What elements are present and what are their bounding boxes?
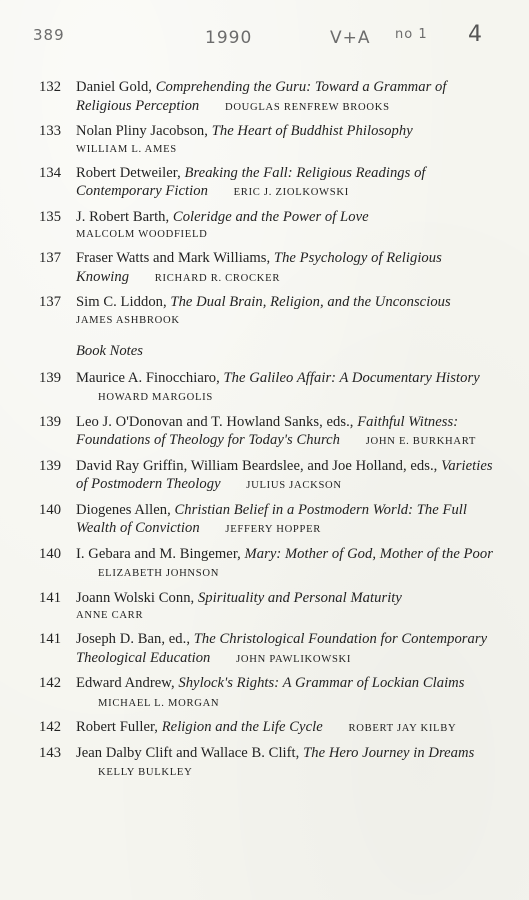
reviewer-name: WILLIAM L. AMES — [76, 143, 177, 155]
toc-entry — [0, 457, 529, 496]
page-number: 135 — [39, 208, 62, 225]
book-title: The Galileo Affair: A Documentary History — [223, 369, 480, 386]
reviews-list — [0, 78, 529, 330]
reviewer-name: JAMES ASHBROOK — [76, 314, 180, 326]
handwritten-mark: no 1 — [395, 27, 428, 42]
toc-entry — [0, 164, 529, 203]
book-authors: Maurice A. Finocchiaro, — [76, 369, 220, 386]
reviewer-name: JOHN PAWLIKOWSKI — [236, 653, 352, 665]
book-authors: Joann Wolski Conn, — [76, 589, 195, 606]
reviewer-name: JEFFERY HOPPER — [225, 524, 322, 535]
page-number: 134 — [39, 164, 62, 181]
book-title: Shylock's Rights: A Grammar of Lockian Claims — [178, 675, 465, 691]
book-authors: Robert Fuller, — [76, 719, 158, 735]
page-number: 132 — [39, 79, 62, 95]
book-title: The Hero Journey in Dreams — [303, 744, 475, 761]
book-authors: Leo J. O'Donovan and T. Howland Sanks, eds., — [76, 413, 354, 430]
book-title: Spirituality and Personal Maturity — [197, 589, 402, 606]
reviewer-name: KELLY BULKLEY — [98, 767, 193, 778]
page-number: 137 — [39, 250, 62, 266]
book-title: The Christological Foundation for Contemporary Theological Education — [76, 631, 488, 666]
reviewer-name: MALCOLM WOODFIELD — [76, 229, 208, 240]
book-title: The Heart of Buddhist Philosophy — [211, 123, 413, 139]
toc-entry — [0, 293, 529, 330]
handwritten-annotations — [0, 22, 529, 65]
toc-entry — [0, 674, 529, 713]
book-authors: Nolan Pliny Jacobson, — [76, 123, 208, 139]
page-number: 133 — [39, 123, 62, 139]
book-title: Faithful Witness: Foundations of Theology for Today's Church — [76, 413, 459, 448]
toc-entry — [0, 369, 529, 408]
book-title: Mary: Mother of God, Mother of the Poor — [244, 545, 493, 562]
book-authors: Edward Andrew, — [76, 675, 175, 691]
reviewer-name: ANNE CARR — [76, 610, 144, 621]
page-number: 143 — [39, 744, 62, 761]
book-title: Coleridge and the Power of Love — [172, 208, 369, 225]
page-number: 137 — [39, 294, 62, 310]
toc-entry — [0, 78, 529, 117]
handwritten-mark: V+A — [330, 28, 371, 48]
toc-entry — [0, 718, 529, 739]
book-title: Christian Belief in a Postmodern World: The Full Wealth of Conviction — [76, 501, 468, 536]
book-authors: I. Gebara and M. Bingemer, — [76, 545, 241, 562]
book-title: Breaking the Fall: Religious Readings of Contemporary Fiction — [76, 164, 426, 199]
book-title: Varieties of Postmodern Theology — [76, 457, 493, 492]
page-number: 139 — [39, 369, 62, 386]
table-of-contents — [0, 78, 529, 788]
page-number: 141 — [39, 589, 62, 606]
toc-entry — [0, 249, 529, 288]
reviewer-name: RICHARD R. CROCKER — [154, 272, 281, 284]
page-number: 141 — [39, 631, 62, 647]
toc-entry — [0, 413, 529, 452]
reviewer-name: JOHN E. BURKHART — [365, 436, 477, 447]
book-authors: Daniel Gold, — [76, 79, 152, 95]
handwritten-mark: 4 — [468, 22, 483, 47]
page-number: 139 — [39, 457, 62, 474]
page-number: 142 — [39, 719, 62, 735]
book-title: The Psychology of Religious Knowing — [76, 250, 442, 285]
book-authors: Robert Detweiler, — [76, 164, 181, 181]
toc-entry — [0, 744, 529, 783]
toc-entry — [0, 545, 529, 584]
handwritten-mark: 1990 — [205, 28, 253, 48]
reviewer-name: ROBERT JAY KILBY — [348, 723, 457, 734]
book-authors: David Ray Griffin, William Beardslee, and Joe Holland, eds., — [76, 457, 438, 474]
reviewer-name: MICHAEL L. MORGAN — [98, 697, 220, 709]
book-notes-list — [0, 369, 529, 783]
reviewer-name: ERIC J. ZIOLKOWSKI — [233, 187, 349, 198]
handwritten-mark: 389 — [33, 26, 65, 44]
page-number: 140 — [39, 501, 62, 518]
book-title: Comprehending the Guru: Toward a Grammar of Religious Perception — [76, 79, 447, 114]
reviewer-name: HOWARD MARGOLIS — [98, 392, 213, 403]
reviewer-name: ELIZABETH JOHNSON — [98, 568, 220, 579]
book-authors: Joseph D. Ban, ed., — [76, 631, 191, 647]
toc-entry — [0, 589, 529, 626]
toc-entry — [0, 501, 529, 540]
page-number: 140 — [39, 545, 62, 562]
book-authors: J. Robert Barth, — [76, 208, 170, 225]
book-title: The Dual Brain, Religion, and the Unconscious — [170, 294, 451, 310]
toc-entry — [0, 208, 529, 245]
page-number: 139 — [39, 413, 62, 430]
book-authors: Sim C. Liddon, — [76, 294, 167, 310]
book-title: Religion and the Life Cycle — [161, 719, 323, 735]
toc-entry — [0, 630, 529, 669]
reviewer-name: JULIUS JACKSON — [246, 480, 342, 491]
book-notes-heading: Book Notes — [76, 342, 143, 359]
book-authors: Fraser Watts and Mark Williams, — [76, 250, 271, 266]
toc-entry — [0, 122, 529, 159]
reviewer-name: DOUGLAS RENFREW BROOKS — [224, 101, 390, 113]
book-authors: Jean Dalby Clift and Wallace B. Clift, — [76, 744, 300, 761]
page-number: 142 — [39, 675, 62, 691]
book-authors: Diogenes Allen, — [76, 501, 171, 518]
